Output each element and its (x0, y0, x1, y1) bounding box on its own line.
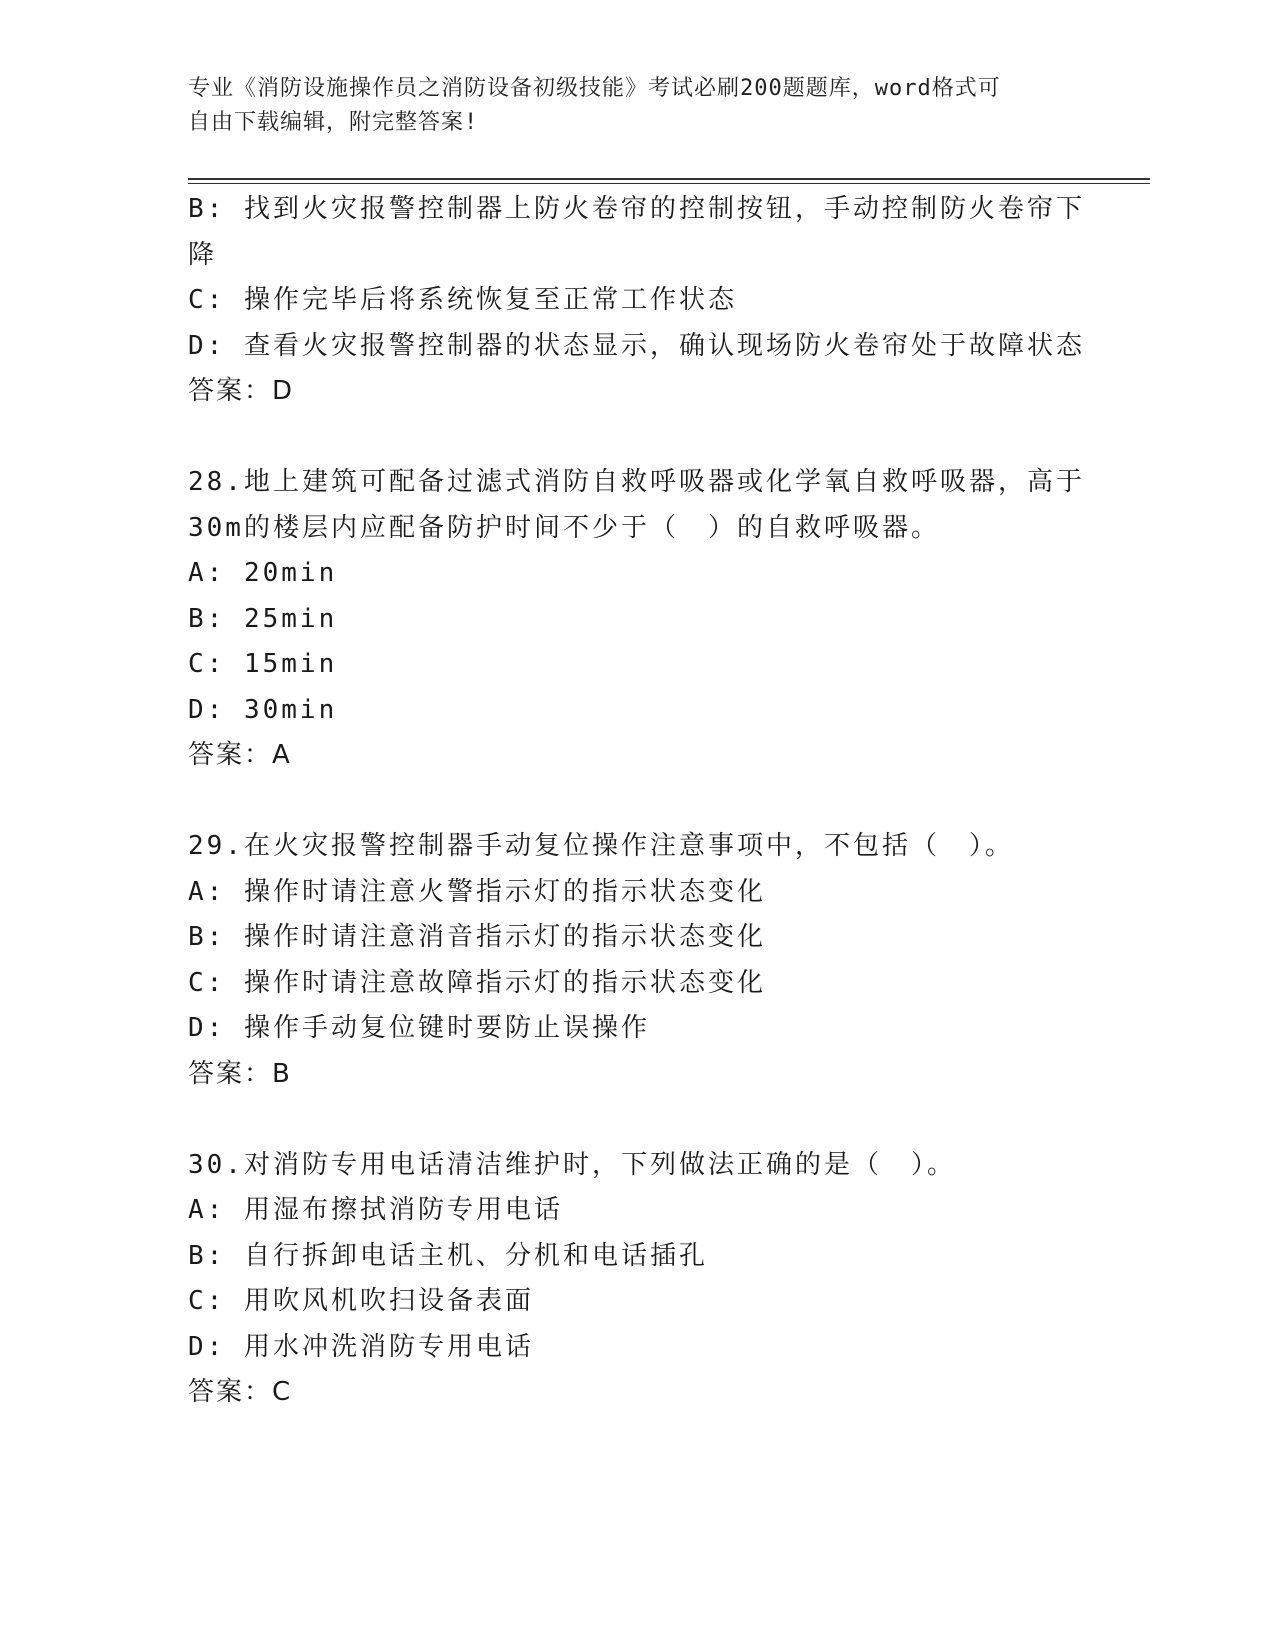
option-b-continued: 降 (188, 239, 218, 270)
question-content (188, 187, 1088, 1416)
option-b: B: 操作时请注意消音指示灯的指示状态变化 (188, 922, 766, 952)
question-28 (188, 460, 1088, 779)
question-29 (188, 824, 1088, 1097)
option-c: C: 操作完毕后将系统恢复至正常工作状态 (188, 285, 737, 315)
continued-question (188, 187, 1088, 415)
question-30 (188, 1143, 1088, 1416)
answer-line: 答案：A (188, 740, 292, 770)
option-c: C: 用吹风机吹扫设备表面 (188, 1286, 534, 1316)
question-stem-continued: 30m的楼层内应配备防护时间不少于（ ）的自救呼吸器。 (188, 512, 940, 543)
spacer (188, 1097, 1088, 1143)
question-stem: 29.在火灾报警控制器手动复位操作注意事项中，不包括（ ）。 (188, 831, 1014, 861)
option-a: A: 20min (188, 558, 338, 588)
spacer (188, 415, 1088, 461)
option-c: C: 操作时请注意故障指示灯的指示状态变化 (188, 967, 766, 998)
option-b: B: 找到火灾报警控制器上防火卷帘的控制按钮，手动控制防火卷帘下 (188, 194, 1085, 224)
spacer (188, 779, 1088, 825)
header-line-2: 自由下载编辑，附完整答案! (188, 110, 479, 135)
option-d: D: 用水冲洗消防专用电话 (188, 1331, 534, 1362)
option-b: B: 25min (188, 603, 338, 634)
option-b: B: 自行拆卸电话主机、分机和电话插孔 (188, 1240, 708, 1271)
option-a: A: 操作时请注意火警指示灯的指示状态变化 (188, 876, 766, 907)
header-line-1: 专业《消防设施操作员之消防设备初级技能》考试必刷200题题库，word格式可 (188, 76, 1001, 101)
option-d: D: 操作手动复位键时要防止误操作 (188, 1013, 650, 1043)
question-stem: 30.对消防专用电话清洁维护时，下列做法正确的是（ ）。 (188, 1149, 956, 1180)
option-d: D: 30min (188, 694, 338, 725)
question-stem: 28.地上建筑可配备过滤式消防自救呼吸器或化学氧自救呼吸器，高于 (188, 467, 1085, 497)
option-a: A: 用湿布擦拭消防专用电话 (188, 1195, 563, 1225)
option-c: C: 15min (188, 649, 338, 679)
answer-line: 答案：C (188, 1377, 293, 1407)
answer-line: 答案：B (188, 1058, 292, 1089)
answer-line: 答案：D (188, 376, 295, 406)
option-d: D: 查看火灾报警控制器的状态显示，确认现场防火卷帘处于故障状态 (188, 330, 1085, 361)
header-divider-thick (188, 178, 1150, 180)
header-divider-thin (188, 183, 1150, 184)
document-header (188, 72, 1068, 140)
